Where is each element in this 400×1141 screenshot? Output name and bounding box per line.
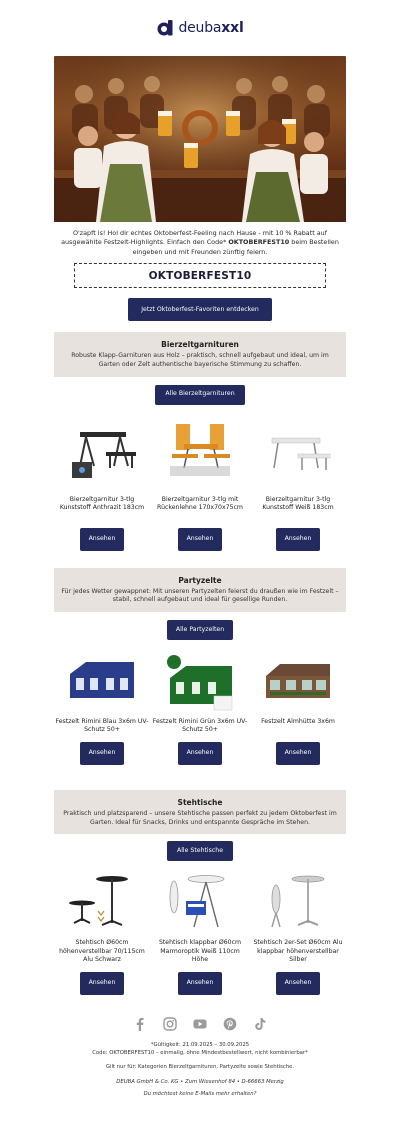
- product-card: [152, 422, 248, 551]
- product-view-button[interactable]: Ansehen: [276, 528, 320, 551]
- product-card: [54, 873, 150, 995]
- beer-bench-set-wood-backrest-icon[interactable]: [164, 422, 236, 484]
- product-view-button[interactable]: Ansehen: [178, 742, 222, 765]
- coupon-code: OKTOBERFEST10: [148, 269, 252, 282]
- logo-wordmark: deubaxxl: [178, 19, 244, 36]
- coupon-code-box[interactable]: [74, 263, 326, 288]
- footer-categories: Gilt nur für: Kategorien Bierzeltgarnituren, Partyzelte sowie Stehtische.: [105, 1064, 295, 1071]
- section-header-bierzeltgarnituren: [54, 332, 346, 376]
- section-description: Für jedes Wetter gewappnet: Mit unseren Partyzelten feierst du draußen wie im Festzelt – stabil, schnell aufgebaut und ideal für gesellige Runden.: [61, 587, 339, 604]
- product-grid-bierzeltgarnituren: [54, 422, 346, 551]
- product-grid-stehtische: [54, 873, 346, 995]
- footer-validity: *Gültigkeit: 21.09.2025 – 30.09.2025: [150, 1042, 250, 1049]
- product-view-button[interactable]: Ansehen: [178, 528, 222, 551]
- youtube-icon[interactable]: [193, 1017, 207, 1031]
- product-card: [54, 422, 150, 551]
- beer-bench-set-white-icon[interactable]: [262, 422, 334, 484]
- blue-party-tent-icon[interactable]: [66, 652, 138, 714]
- footer-code-terms: Code: OKTOBERFEST10 – einmalig, ohne Mindestbestellwert, nicht kombinierbar*: [92, 1049, 308, 1056]
- all-partyzelte-button[interactable]: Alle Partyzelten: [167, 620, 233, 640]
- product-view-button[interactable]: Ansehen: [276, 742, 320, 765]
- section-title: Partyzelte: [178, 575, 222, 585]
- product-view-button[interactable]: Ansehen: [80, 742, 124, 765]
- hero-image-oktoberfest[interactable]: [54, 56, 346, 222]
- product-card: [250, 873, 346, 995]
- bistro-table-black-icon[interactable]: [66, 873, 138, 935]
- product-name: Stehtisch klappbar Ø60cm Marmoroptik Weiß 110cm Höhe: [158, 939, 242, 963]
- unsubscribe-link[interactable]: Du möchtest keine E-Mails mehr erhalten?: [143, 1091, 257, 1098]
- product-card: [250, 422, 346, 551]
- product-name: Festzelt Rimini Blau 3x6m UV-Schutz 50+: [55, 717, 149, 734]
- product-name: Stehtisch Ø60cm höhenverstellbar 70/115cm Alu Schwarz: [59, 939, 145, 963]
- all-bierzeltgarnituren-button[interactable]: Alle Bierzeltgarnituren: [155, 385, 245, 405]
- intro-text: O'zapft is! Hol dir echtes Oktoberfest-Feeling nach Hause - mit 10 % Rabatt auf ausgewählte Festzelt-Highlights. Einfach den Code* OKTOBERFEST10 beim Bestellen eingeben und mit Freunden zünftig feiern.: [61, 229, 339, 256]
- product-card: [152, 873, 248, 995]
- main-cta-button[interactable]: Jetzt Oktoberfest-Favoriten entdecken: [128, 298, 272, 321]
- deuba-logo-icon: [156, 19, 174, 37]
- section-header-partyzelte: [54, 568, 346, 612]
- product-name: Bierzeltgarnitur 3-tlg Kunststoff Anthrazit 183cm: [59, 495, 145, 511]
- social-links: [0, 1017, 400, 1031]
- instagram-icon[interactable]: [163, 1017, 177, 1031]
- beer-bench-set-anthracite-icon[interactable]: [66, 422, 138, 484]
- product-name: Festzelt Almhütte 3x6m: [261, 717, 335, 725]
- tiktok-icon[interactable]: [253, 1017, 267, 1031]
- section-header-stehtische: [54, 790, 346, 834]
- section-title: Bierzeltgarnituren: [161, 340, 239, 350]
- footer-company-address: DEUBA GmbH & Co. KG • Zum Wiesenhof 84 • D-66663 Merzig: [116, 1078, 284, 1085]
- pinterest-icon[interactable]: [223, 1017, 237, 1031]
- product-card: [54, 652, 150, 765]
- section-description: Praktisch und platzsparend – unsere Stehtische passen perfekt zu jedem Oktoberfest im Garten. Ideal für Snacks, Drinks und entspannte Gespräche im Stehen.: [63, 809, 337, 826]
- green-party-tent-icon[interactable]: [164, 652, 236, 714]
- section-description: Robuste Klapp-Garnituren aus Holz – praktisch, schnell aufgebaut und ideal, um im Garten oder Zelt authentische bayerische Stimmung zu schaffen.: [71, 352, 329, 368]
- product-view-button[interactable]: Ansehen: [80, 972, 124, 995]
- product-view-button[interactable]: Ansehen: [276, 972, 320, 995]
- alpine-hut-tent-icon[interactable]: [262, 652, 334, 714]
- product-view-button[interactable]: Ansehen: [178, 972, 222, 995]
- product-name: Festzelt Rimini Grün 3x6m UV-Schutz 50+: [152, 717, 248, 734]
- product-card: [250, 652, 346, 765]
- all-stehtische-button[interactable]: Alle Stehtische: [167, 841, 233, 861]
- product-view-button[interactable]: Ansehen: [80, 528, 124, 551]
- product-name: Bierzeltgarnitur 3-tlg mit Rückenlehne 170x70x75cm: [157, 495, 243, 511]
- bistro-table-silver-icon[interactable]: [262, 873, 334, 935]
- section-title: Stehtische: [177, 797, 223, 807]
- folding-table-marble-icon[interactable]: [164, 873, 236, 935]
- footer: [0, 1042, 400, 1099]
- product-name: Stehtisch 2er-Set Ø60cm Alu klappbar höhenverstellbar Silber: [253, 939, 343, 963]
- facebook-icon[interactable]: [133, 1017, 147, 1031]
- product-name: Bierzeltgarnitur 3-tlg Kunststoff Weiß 183cm: [262, 495, 334, 511]
- product-card: [152, 652, 248, 765]
- product-grid-partyzelte: [54, 652, 346, 765]
- brand-logo[interactable]: [0, 0, 400, 56]
